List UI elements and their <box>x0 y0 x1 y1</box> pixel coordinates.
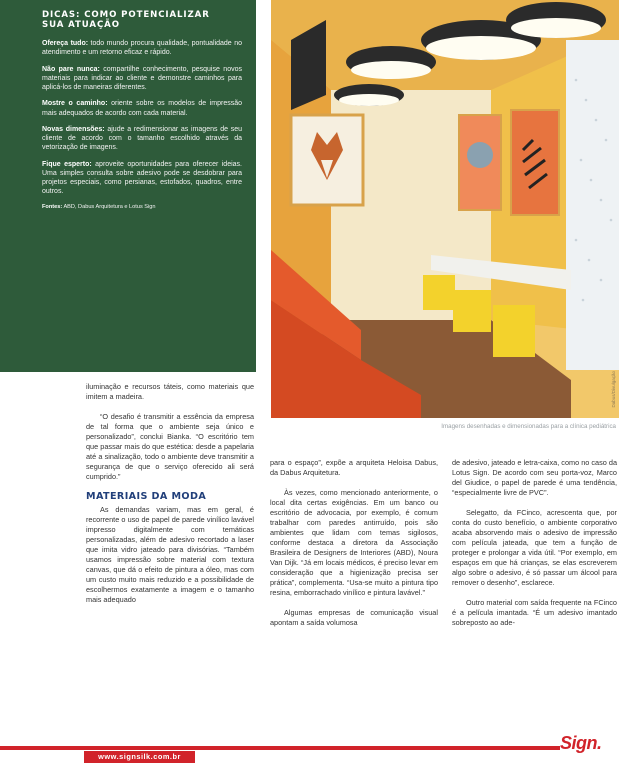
tip-text: compartilhe conhecimento, pesquise novos materiais para indicar ao cliente e demonstre caminhos para aplicá-los de maneiras diferentes. <box>42 65 242 91</box>
paragraph: “O desafio é transmitir a essência da empresa de tal forma que o ambiente seja único e personalizado”, conclui Bianka. “O escritório tem que passar mais do que estética: desde a papelaria até a sinalização, todo o ambiente deve transmitir a segurança de que o serviço oferecido ali será cumprido.” <box>86 412 254 481</box>
paragraph: para o espaço”, expõe a arquiteta Heloisa Dabus, da Dabus Arquitetura. <box>270 458 438 477</box>
tips-title-line2: SUA ATUAÇÃO <box>42 20 120 30</box>
section-heading: MATERIAIS DA MODA <box>86 491 207 502</box>
tip-label: Fique esperto: <box>42 160 92 168</box>
paragraph: Algumas empresas de comunicação visual apontam a saída volumosa <box>270 608 438 627</box>
paragraph: Selegatto, da FCinco, acrescenta que, por conta do custo benefício, o ambiente corporativo acaba absorvendo mais o adesivo de impressão com película jateada, que tem a função de proteger e prolongar a vida útil. “Por exemplo, em espaços em que há crianças, se elas escreverem algo sobre o adesivo, é só passar um álcool para remover o desenho”, esclarece. <box>452 508 617 587</box>
paragraph: de adesivo, jateado e letra-caixa, como no caso da Lotus Sign. De acordo com seu porta-voz, Marco del Giudice, o papel de parede é uma tendência, “especialmente livre de PVC”. <box>452 458 617 497</box>
clinic-photo <box>271 0 619 418</box>
tips-title-line1: DICAS: COMO POTENCIALIZAR <box>42 10 210 20</box>
tip-text: ajude a redimensionar as imagens de seu cliente de acordo com o tamanho escolhido através da vetorização de imagens. <box>42 126 242 152</box>
clinic-photo-illustration <box>271 0 619 418</box>
tips-sources <box>42 204 242 210</box>
tips-title <box>42 10 242 30</box>
tip-label: Ofereça tudo: <box>42 40 89 47</box>
tip-text: aproveite oportunidades para oferecer ideias. Uma simples consulta sobre adesivo pode se desdobrar para projetos especiais, como persianas, estofados, quadros, entre outros. <box>42 160 242 196</box>
tips-box <box>0 0 256 372</box>
tip-item <box>42 39 242 57</box>
paragraph: Às vezes, como mencionado anteriormente, o local dita certas exigências. Em um banco ou escritório de advocacia, por exemplo, é comum trabalhar com paredes antirruído, pois são ambientes que lidam com temas sigilosos, conforme destaca a diretora da Associação Brasileira de Designers de Interiores (ABD), Noura Van Dijk. “Já em locais médicos, é preciso levar em consideração que a higienização precisa ser prática”, complementa. “Usa-se muito a pintura tipo resina, emborrachado vinílico e pintura lavável.” <box>270 488 438 597</box>
article-column-3 <box>452 458 617 638</box>
brand-logo: Sign. <box>560 733 602 753</box>
tip-text: oriente sobre os modelos de impressão mais adequados de acordo com cada material. <box>42 100 242 117</box>
tip-text: todo mundo procura qualidade, pontualidade no atendimento e um retorno eficaz e rápido. <box>42 40 242 57</box>
tip-item <box>42 99 242 117</box>
tip-item <box>42 160 242 196</box>
tip-item <box>42 125 242 152</box>
tip-label: Novas dimensões: <box>42 126 105 134</box>
tip-label: Mostre o caminho: <box>42 100 108 108</box>
photo-credit: Dabus/Divulgação <box>611 371 616 408</box>
paragraph: iluminação e recursos táteis, como materiais que imitem a madeira. <box>86 382 254 401</box>
article-column-2 <box>270 458 438 638</box>
sources-text: ABD, Dabus Arquitetura e Lotus Sign <box>62 203 156 210</box>
paragraph: As demandas variam, mas em geral, é recorrente o uso de papel de parede vinílico lavável impresso digitalmente com temáticas personalizadas, além de adesivo recortado a laser que imita vidro jateado para divisórias. “Também usamos impressão sobre material com textura canvas, que dá o efeito de pintura a óleo, mas com um custo muito mais reduzido e a possibilidade de escolhermos exatamente a imagem e o tamanho mais adequado <box>86 505 254 604</box>
paragraph: Outro material com saída frequente na FCinco é a película imantada. “É um adesivo imantado sobreposto ao ade- <box>452 598 617 627</box>
tip-label: Não pare nunca: <box>42 65 100 73</box>
footer-bar <box>0 746 560 750</box>
article-column-1 <box>86 382 254 615</box>
tip-item <box>42 65 242 92</box>
footer-url[interactable]: www.signsilk.com.br <box>84 751 195 763</box>
photo-caption: Imagens desenhadas e dimensionadas para a clínica pediátrica <box>441 423 616 430</box>
sources-label: Fontes: <box>42 203 63 210</box>
